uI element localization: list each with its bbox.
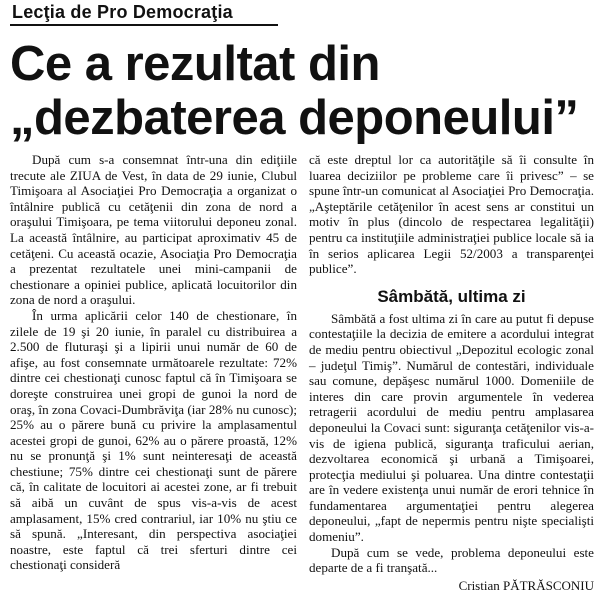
paragraph-intro: După cum s-a consemnat într-una din ediţiile trecute ale ZIUA de Vest, în data de 29 iunie, Clubul Timişoara al Asociaţiei Pro Democraţia a organizat o întâlnire publică cu cetăţenii din zona de nord a oraşului Timişoara, pe tema viitorului deponeu zonal. La această întâlnire, au participat aproximativ 45 de cetăţeni. Cu această ocazie, Asociaţia Pro Democraţia a prezentat rezultatele unei mini-campanii de chestionare a opiniei publice, aplicată locuitorilor din zona de nord a oraşului.: [10, 152, 297, 308]
article-column-right: [309, 152, 594, 593]
kicker-underline: [10, 24, 278, 26]
subheading: Sâmbătă, ultima zi: [377, 286, 526, 306]
paragraph-survey-results: În urma aplicării celor 140 de chestionare, în zilele de 19 şi 20 iunie, în paralel cu distribuirea a 2.500 de fluturaşi şi a lipirii unui număr de 60 de afişe, au fost consemnate următoarele rezultate: 72% dintre cei chestionaţi cunosc faptul că în Timişoara se doreşte construirea unei gropi de gunoi la nord de oraş, în zona Covaci-Dumbrăviţa (iar 28% nu cunosc); 25% au o părere bună cu privire la amplasamentul acestei gropi de gunoi, 62% au o părere proastă, 12% nu se pronunţă şi 1% sunt neinteresaţi de această chestiune; 75% dintre cei chestionaţi sunt de părere că, în calitate de locuitori ai acestei zone, ar fi trebuit să aibă un cuvânt de spus vis-a-vis de acest amplasament, 15% cred contrariul, iar 10% nu ştiu ce să spună. „Interesant, din perspectiva asociaţiei noastre, este faptul că trei sferturi dintre cei chestionaţi consideră: [10, 307, 297, 573]
paragraph-contestations: Sâmbătă a fost ultima zi în care au putut fi depuse contestaţiile la decizia de emitere a acordului integrat de mediu pentru obiectivul „Depozitul ecologic zonal – judeţul Timiş”. Numărul de contestări, individuale sau comune, depăşesc numărul 1000. Domeniile de interes din care provin argumentele în vederea retragerii acordului de mediu pentru amplasarea deponeului la Covaci sunt: siguranţa cetăţenilor vis-a-vis de igiena publică, siguranţa traficului aerian, dezvoltarea economică şi urbană a Timişoarei, protecţia mediului şi poluarea. Una dintre contestaţii are în vedere existenţa unui număr de erori tehnice în fundamentarea argumentaţiei pentru alegerea deponeului, „fapt de nepermis pentru nişte specialişti domeniu”.: [309, 310, 594, 545]
paragraph-conclusion: După cum se vede, problema deponeului este departe de a fi tranşată...: [309, 544, 594, 576]
section-kicker: Lecţia de Pro Democraţia: [12, 2, 233, 22]
author-byline: Cristian PĂTRĂSCONIU: [458, 577, 594, 593]
headline-line-1: Ce a rezultat din: [10, 37, 380, 91]
headline-line-2: „dezbaterea deponeului”: [10, 91, 579, 145]
paragraph-quote-continuation: că este dreptul lor ca autorităţile să îi consulte în luarea deciziilor pe probleme care îi privesc” – se spune într-un comunicat al Asociaţiei Pro Democraţia. „Aşteptările cetăţenilor în acest sens ar constitui un motiv în plus (dincolo de respectarea legalităţii) pentru ca instituţiile administraţiei publice locale să ia în serios aplicarea Legii 52/2003 a transparenţei publice”.: [309, 152, 594, 277]
article-column-left: [10, 152, 297, 573]
